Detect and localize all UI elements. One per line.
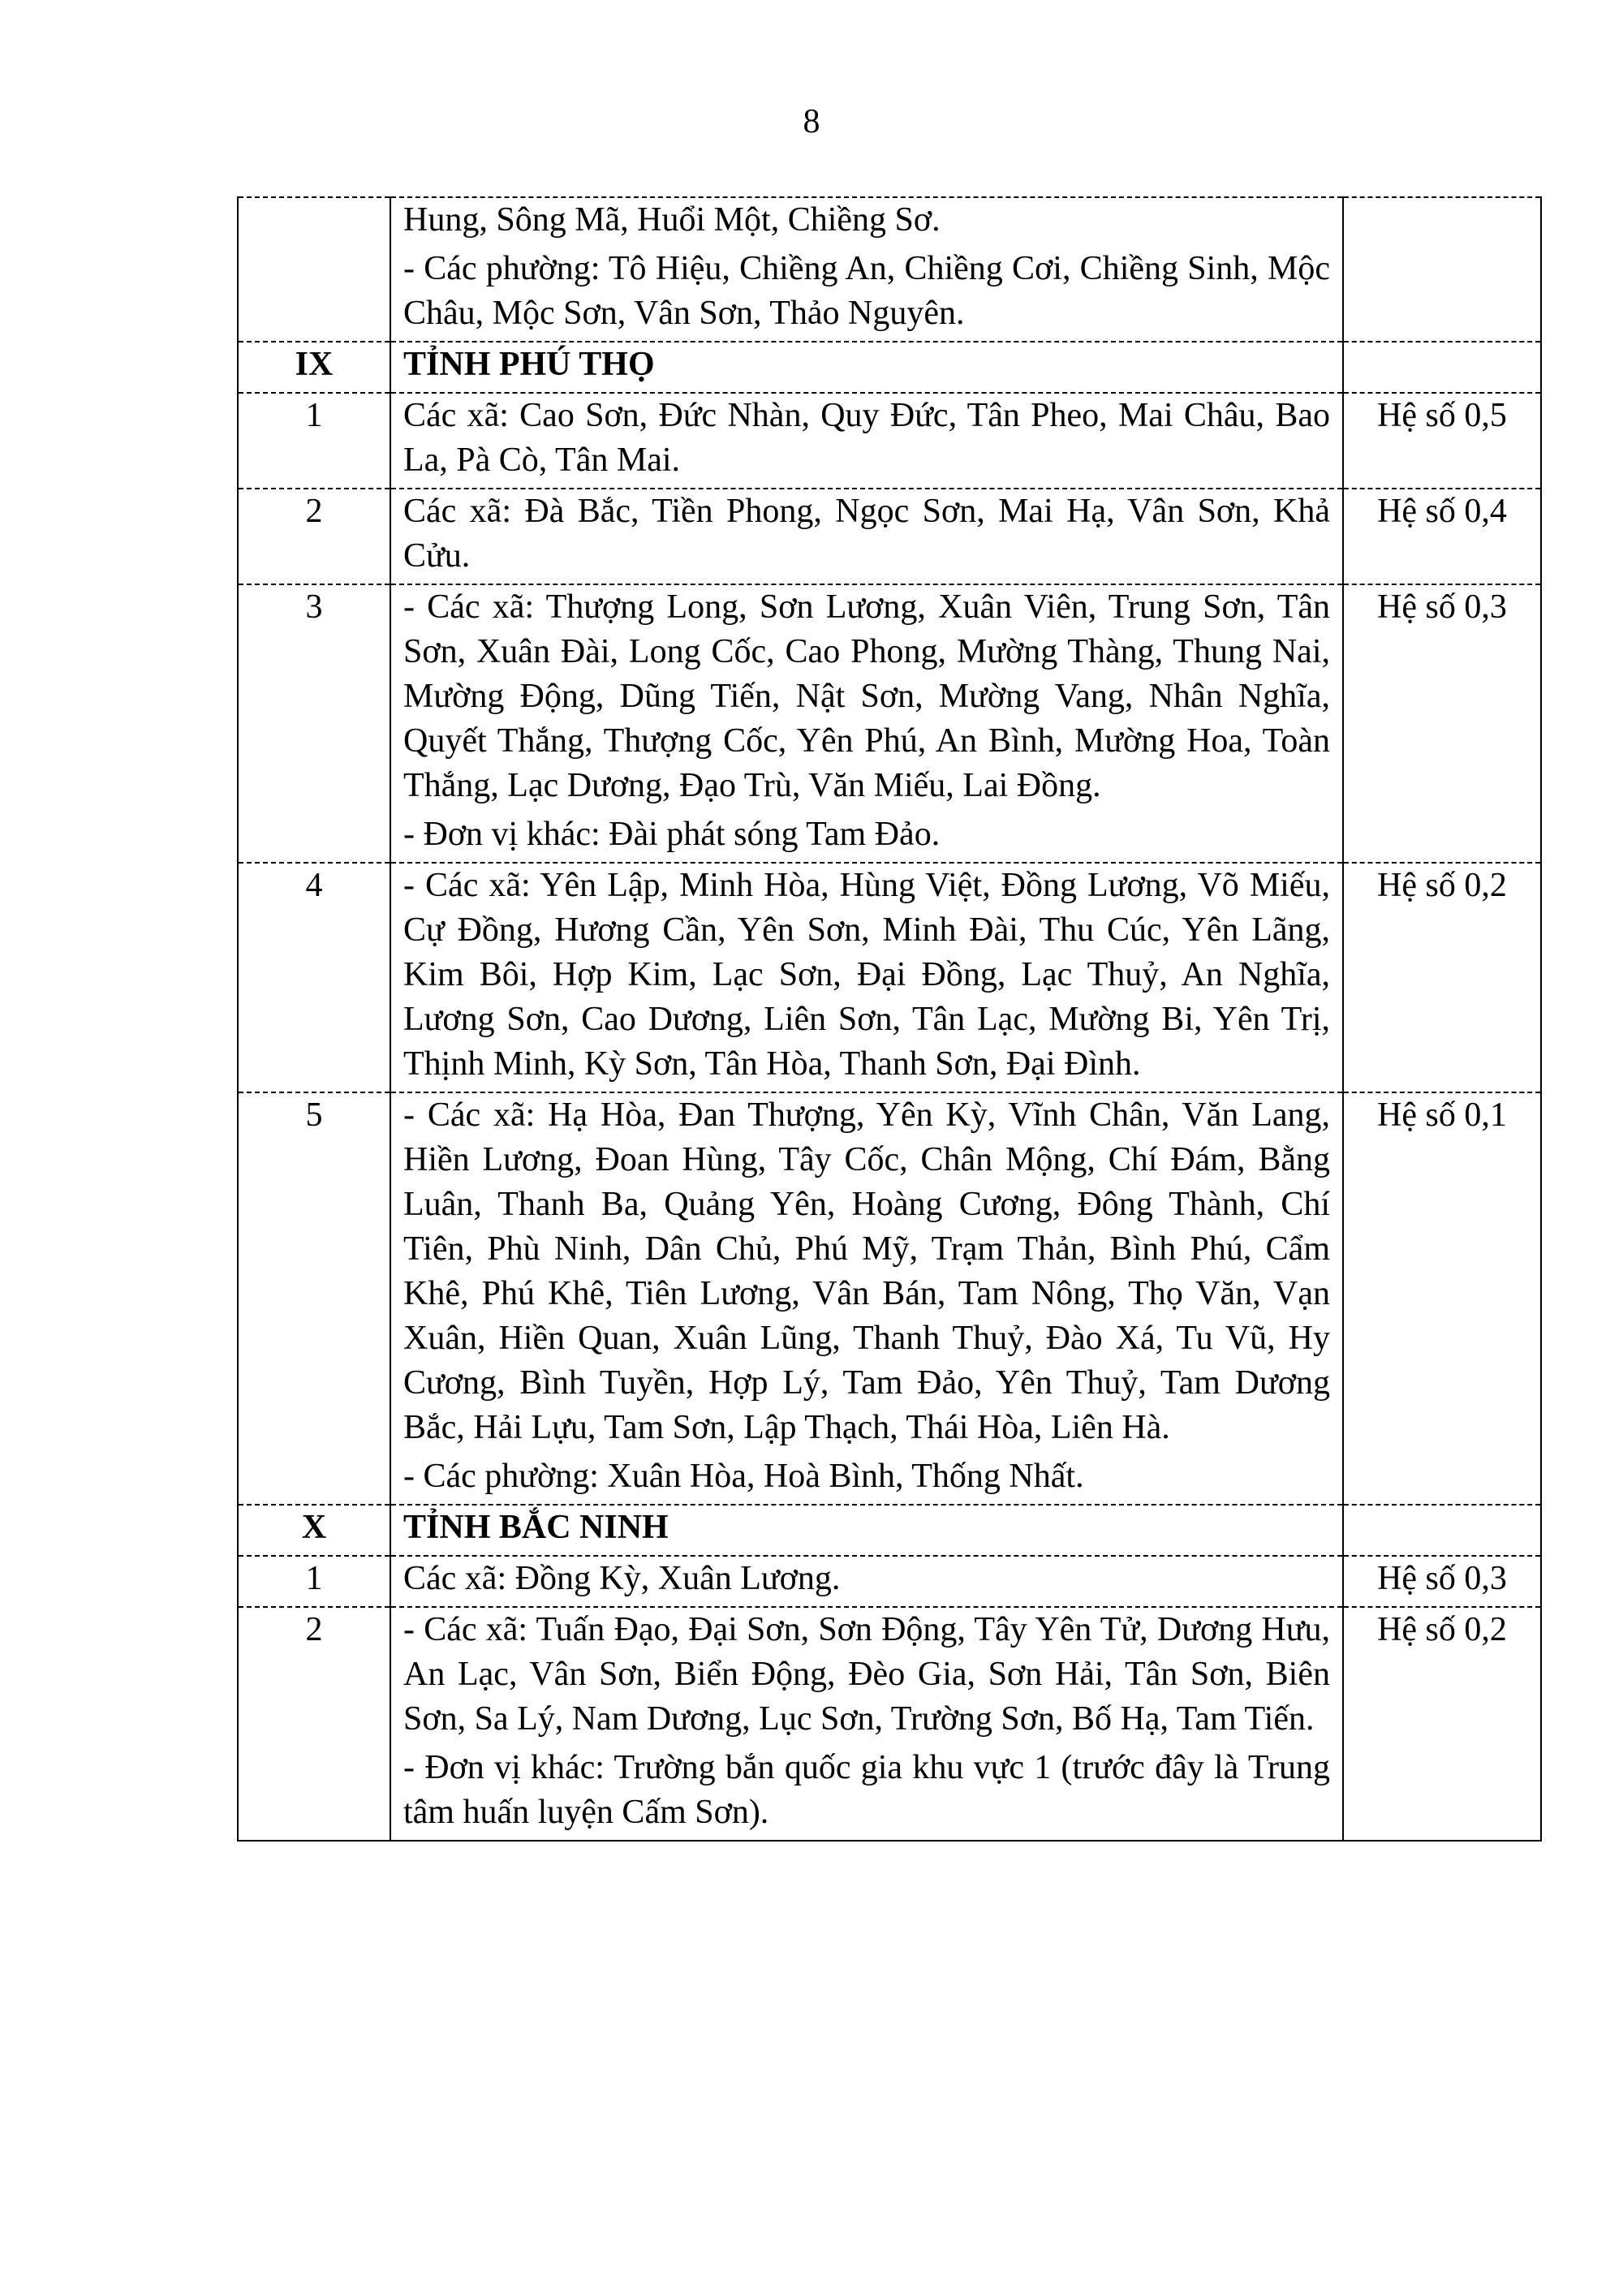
table-row xyxy=(238,1556,1541,1607)
row-content xyxy=(390,197,1343,342)
coefficient-table xyxy=(237,196,1542,1842)
row-number: 4 xyxy=(238,863,390,1092)
table-row xyxy=(238,584,1541,863)
section-title: TỈNH PHÚ THỌ xyxy=(390,342,1343,393)
row-content xyxy=(390,1092,1343,1505)
row-number: 2 xyxy=(238,1607,390,1841)
section-row xyxy=(238,1505,1541,1556)
row-number: 1 xyxy=(238,1556,390,1607)
table-row xyxy=(238,863,1541,1092)
table-row xyxy=(238,1092,1541,1505)
row-content xyxy=(390,1607,1343,1841)
coefficient-cell: Hệ số 0,4 xyxy=(1343,489,1541,584)
row-number xyxy=(238,197,390,342)
row-paragraph: - Đơn vị khác: Trường bắn quốc gia khu vực 1 (trước đây là Trung tâm huấn luyện Cấm Sơn). xyxy=(403,1749,1330,1831)
row-number: 5 xyxy=(238,1092,390,1505)
row-paragraph: - Các xã: Hạ Hòa, Đan Thượng, Yên Kỳ, Vĩnh Chân, Văn Lang, Hiền Lương, Đoan Hùng, Tây Cốc, Chân Mộng, Chí Đám, Bằng Luân, Thanh Ba, Quảng Yên, Hoàng Cương, Đông Thành, Chí Tiên, Phù Ninh, Dân Chủ, Phú Mỹ, Trạm Thản, Bình Phú, Cẩm Khê, Phú Khê, Tiên Lương, Vân Bán, Tam Nông, Thọ Văn, Vạn Xuân, Hiền Quan, Xuân Lũng, Thanh Thuỷ, Đào Xá, Tu Vũ, Hy Cương, Bình Tuyền, Hợp Lý, Tam Đảo, Yên Thuỷ, Tam Dương Bắc, Hải Lựu, Tam Sơn, Lập Thạch, Thái Hòa, Liên Hà. xyxy=(403,1096,1330,1446)
row-paragraph: Các xã: Đồng Kỳ, Xuân Lương. xyxy=(403,1560,841,1597)
row-paragraph: Các xã: Đà Bắc, Tiền Phong, Ngọc Sơn, Mai Hạ, Vân Sơn, Khả Cửu. xyxy=(403,493,1330,575)
coefficient-cell xyxy=(1343,197,1541,342)
section-title: TỈNH BẮC NINH xyxy=(390,1505,1343,1556)
table-row xyxy=(238,393,1541,489)
section-number: X xyxy=(238,1505,390,1556)
table-body xyxy=(238,197,1541,1841)
row-paragraph: - Các xã: Yên Lập, Minh Hòa, Hùng Việt, Đồng Lương, Võ Miếu, Cự Đồng, Hương Cần, Yên Sơn, Minh Đài, Thu Cúc, Yên Lãng, Kim Bôi, Hợp Kim, Lạc Sơn, Đại Đồng, Lạc Thuỷ, An Nghĩa, Lương Sơn, Cao Dương, Liên Sơn, Tân Lạc, Mường Bi, Yên Trị, Thịnh Minh, Kỳ Sơn, Tân Hòa, Thanh Sơn, Đại Đình. xyxy=(403,867,1330,1083)
section-row xyxy=(238,342,1541,393)
row-paragraph: Các xã: Cao Sơn, Đức Nhàn, Quy Đức, Tân Pheo, Mai Châu, Bao La, Pà Cò, Tân Mai. xyxy=(403,397,1330,479)
row-paragraph: Hung, Sông Mã, Huổi Một, Chiềng Sơ. xyxy=(403,201,941,239)
row-paragraph: - Các phường: Tô Hiệu, Chiềng An, Chiềng Cơi, Chiềng Sinh, Mộc Châu, Mộc Sơn, Vân Sơn, Thảo Nguyên. xyxy=(403,250,1330,332)
row-paragraph: - Các xã: Tuấn Đạo, Đại Sơn, Sơn Động, Tây Yên Tử, Dương Hưu, An Lạc, Vân Sơn, Biển Động, Đèo Gia, Sơn Hải, Tân Sơn, Biên Sơn, Sa Lý, Nam Dương, Lục Sơn, Trường Sơn, Bố Hạ, Tam Tiến. xyxy=(403,1611,1330,1738)
row-paragraph: - Các xã: Thượng Long, Sơn Lương, Xuân Viên, Trung Sơn, Tân Sơn, Xuân Đài, Long Cốc, Cao Phong, Mường Thàng, Thung Nai, Mường Động, Dũng Tiến, Nật Sơn, Mường Vang, Nhân Nghĩa, Quyết Thắng, Thượng Cốc, Yên Phú, An Bình, Mường Hoa, Toàn Thắng, Lạc Dương, Đạo Trù, Văn Miếu, Lai Đồng. xyxy=(403,588,1330,804)
table-row xyxy=(238,1607,1541,1841)
row-content xyxy=(390,863,1343,1092)
row-paragraph: - Các phường: Xuân Hòa, Hoà Bình, Thống Nhất. xyxy=(403,1458,1084,1495)
coefficient-cell: Hệ số 0,5 xyxy=(1343,393,1541,489)
table-row xyxy=(238,197,1541,342)
row-number: 1 xyxy=(238,393,390,489)
row-number: 3 xyxy=(238,584,390,863)
row-content xyxy=(390,584,1343,863)
section-number: IX xyxy=(238,342,390,393)
coefficient-cell xyxy=(1343,1505,1541,1556)
coefficient-cell: Hệ số 0,2 xyxy=(1343,863,1541,1092)
coefficient-cell: Hệ số 0,3 xyxy=(1343,584,1541,863)
coefficient-cell: Hệ số 0,3 xyxy=(1343,1556,1541,1607)
row-paragraph: - Đơn vị khác: Đài phát sóng Tam Đảo. xyxy=(403,816,941,853)
table-row xyxy=(238,489,1541,584)
coefficient-cell: Hệ số 0,1 xyxy=(1343,1092,1541,1505)
page-number: 8 xyxy=(803,103,820,140)
row-number: 2 xyxy=(238,489,390,584)
coefficient-cell: Hệ số 0,2 xyxy=(1343,1607,1541,1841)
coefficient-cell xyxy=(1343,342,1541,393)
row-content xyxy=(390,1556,1343,1607)
row-content xyxy=(390,489,1343,584)
row-content xyxy=(390,393,1343,489)
